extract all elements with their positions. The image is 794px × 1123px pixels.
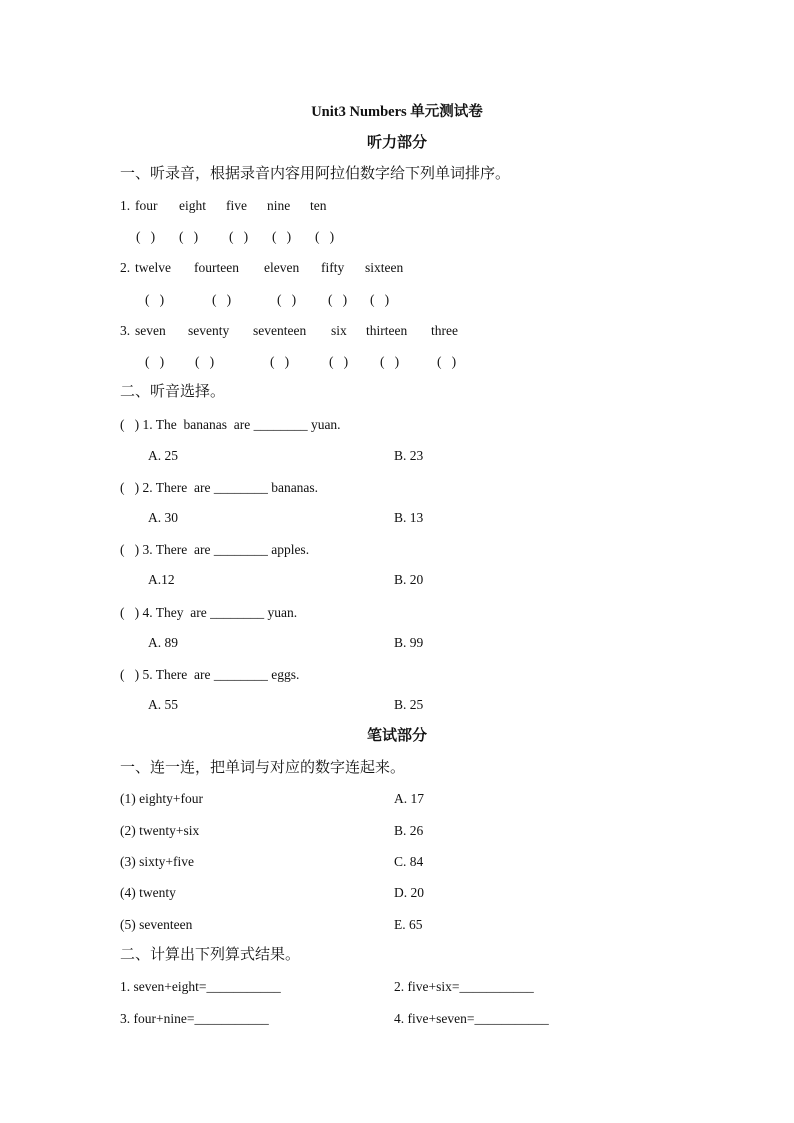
match-right-2[interactable]: B. 26 xyxy=(394,823,424,838)
question-1-option-b[interactable]: B. 23 xyxy=(394,448,424,463)
listening-heading: 听力部分 xyxy=(366,135,427,151)
match-right-3[interactable]: C. 84 xyxy=(394,854,424,869)
match-right-5[interactable]: E. 65 xyxy=(394,917,423,932)
word: twelve xyxy=(135,260,171,275)
match-left-1[interactable]: (1) eighty+four xyxy=(120,791,203,806)
answer-bracket[interactable]: ( ) xyxy=(179,229,199,244)
match-left-5[interactable]: (5) seventeen xyxy=(120,917,193,932)
question-3-option-a[interactable]: A.12 xyxy=(148,572,175,587)
word: sixteen xyxy=(365,260,404,275)
word: nine xyxy=(267,198,291,213)
word: seven xyxy=(135,323,166,338)
question-1-stem: ( ) 1. The bananas are ________ yuan. xyxy=(120,417,341,432)
match-left-4[interactable]: (4) twenty xyxy=(120,885,176,900)
question-4-stem: ( ) 4. They are ________ yuan. xyxy=(120,605,298,620)
row-number: 1. xyxy=(120,198,131,213)
calc-item-4[interactable]: 4. five+seven=___________ xyxy=(394,1011,549,1026)
answer-bracket[interactable]: ( ) xyxy=(145,354,165,369)
match-right-4[interactable]: D. 20 xyxy=(394,885,424,900)
question-5-option-a[interactable]: A. 55 xyxy=(148,697,178,712)
word: eight xyxy=(179,198,206,213)
question-4-option-b[interactable]: B. 99 xyxy=(394,635,424,650)
answer-bracket[interactable]: ( ) xyxy=(136,229,156,244)
writing-part1-instruction: 一、连一连，把单词与对应的数字连起来。 xyxy=(120,760,406,776)
question-2-option-a[interactable]: A. 30 xyxy=(148,510,178,525)
answer-bracket[interactable]: ( ) xyxy=(277,292,297,307)
row-number: 3. xyxy=(120,323,131,338)
page-title: Unit3 Numbers 单元测试卷 xyxy=(311,104,483,120)
match-left-3[interactable]: (3) sixty+five xyxy=(120,854,194,869)
word: fourteen xyxy=(194,260,239,275)
question-2-stem: ( ) 2. There are ________ bananas. xyxy=(120,480,319,495)
word: seventy xyxy=(188,323,230,338)
calc-item-3[interactable]: 3. four+nine=___________ xyxy=(120,1011,269,1026)
calc-item-2[interactable]: 2. five+six=___________ xyxy=(394,979,534,994)
word: six xyxy=(331,323,347,338)
question-2-option-b[interactable]: B. 13 xyxy=(394,510,424,525)
writing-heading: 笔试部分 xyxy=(366,728,427,744)
match-left-2[interactable]: (2) twenty+six xyxy=(120,823,200,838)
answer-bracket[interactable]: ( ) xyxy=(328,292,348,307)
writing-part2-instruction: 二、计算出下列算式结果。 xyxy=(120,947,301,963)
word: four xyxy=(135,198,158,213)
answer-bracket[interactable]: ( ) xyxy=(272,229,292,244)
question-3-option-b[interactable]: B. 20 xyxy=(394,572,424,587)
answer-bracket[interactable]: ( ) xyxy=(437,354,457,369)
answer-bracket[interactable]: ( ) xyxy=(315,229,335,244)
listening-part2-instruction: 二、听音选择。 xyxy=(120,384,226,400)
answer-bracket[interactable]: ( ) xyxy=(145,292,165,307)
word: fifty xyxy=(321,260,345,275)
question-5-option-b[interactable]: B. 25 xyxy=(394,697,424,712)
answer-bracket[interactable]: ( ) xyxy=(212,292,232,307)
answer-bracket[interactable]: ( ) xyxy=(229,229,249,244)
question-3-stem: ( ) 3. There are ________ apples. xyxy=(120,542,310,557)
word: five xyxy=(226,198,247,213)
word: thirteen xyxy=(366,323,408,338)
answer-bracket[interactable]: ( ) xyxy=(195,354,215,369)
word: three xyxy=(431,323,458,338)
word: eleven xyxy=(264,260,300,275)
answer-bracket[interactable]: ( ) xyxy=(380,354,400,369)
answer-bracket[interactable]: ( ) xyxy=(270,354,290,369)
answer-bracket[interactable]: ( ) xyxy=(370,292,390,307)
question-1-option-a[interactable]: A. 25 xyxy=(148,448,178,463)
word: seventeen xyxy=(253,323,307,338)
question-5-stem: ( ) 5. There are ________ eggs. xyxy=(120,667,300,682)
calc-item-1[interactable]: 1. seven+eight=___________ xyxy=(120,979,281,994)
listening-part1-instruction: 一、听录音，根据录音内容用阿拉伯数字给下列单词排序。 xyxy=(120,166,511,182)
row-number: 2. xyxy=(120,260,131,275)
match-right-1[interactable]: A. 17 xyxy=(394,791,424,806)
answer-bracket[interactable]: ( ) xyxy=(329,354,349,369)
word: ten xyxy=(310,198,327,213)
question-4-option-a[interactable]: A. 89 xyxy=(148,635,178,650)
